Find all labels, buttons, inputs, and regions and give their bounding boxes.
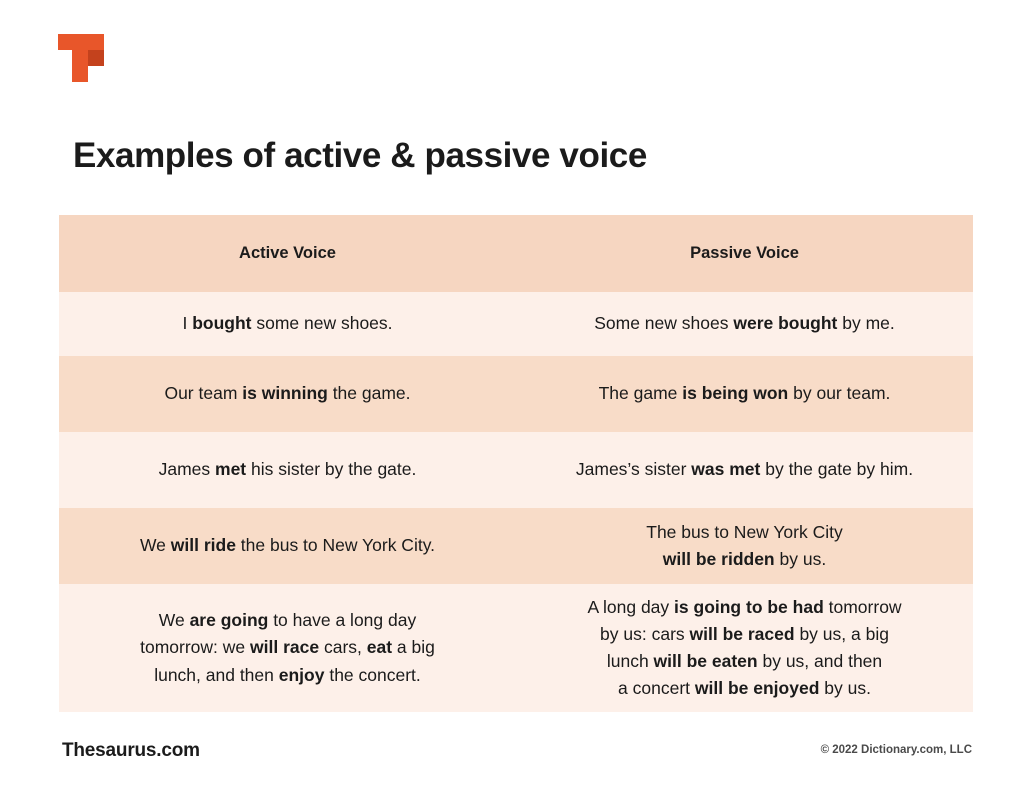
cell-passive-voice: A long day is going to be had tomorrow by us: cars will be raced by us, a big lunch will be eaten by us, and then a concert will be enjoyed by us. — [516, 584, 973, 712]
cell-passive-voice: The bus to New York City will be ridden by us. — [516, 508, 973, 584]
footer-copyright: © 2022 Dictionary.com, LLC — [820, 744, 972, 756]
table-row — [59, 508, 973, 584]
page-title: Examples of active & passive voice — [73, 136, 647, 175]
cell-active-voice: I bought some new shoes. — [59, 292, 516, 356]
cell-passive-voice: The game is being won by our team. — [516, 356, 973, 432]
table-row — [59, 356, 973, 432]
table-row — [59, 432, 973, 508]
cell-passive-voice: Some new shoes were bought by me. — [516, 292, 973, 356]
column-header-passive-voice: Passive Voice — [516, 215, 973, 292]
cell-active-voice: Our team is winning the game. — [59, 356, 516, 432]
cell-passive-voice: James’s sister was met by the gate by him. — [516, 432, 973, 508]
table-row — [59, 584, 973, 712]
cell-active-voice: We are going to have a long day tomorrow: we will race cars, eat a big lunch, and then enjoy the concert. — [59, 584, 516, 712]
thesaurus-t-logo-icon — [58, 34, 104, 82]
column-header-active-voice: Active Voice — [59, 215, 516, 292]
footer-brand-name: Thesaurus.com — [62, 740, 200, 761]
cell-active-voice: James met his sister by the gate. — [59, 432, 516, 508]
active-passive-voice-table — [59, 215, 973, 712]
cell-active-voice: We will ride the bus to New York City. — [59, 508, 516, 584]
table-header-row — [59, 215, 973, 292]
table-row — [59, 292, 973, 356]
